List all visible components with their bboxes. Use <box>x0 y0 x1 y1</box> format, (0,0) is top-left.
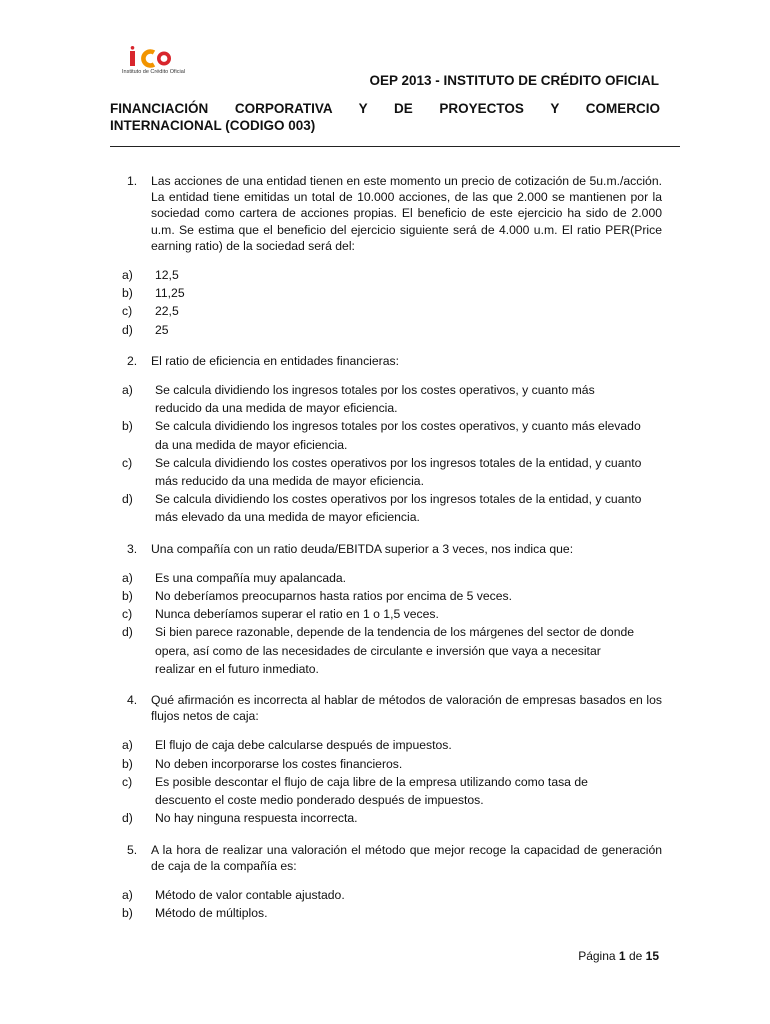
answer-option <box>110 886 662 904</box>
answer-option-text: No deben incorporarse los costes financieros. <box>155 756 403 771</box>
answer-option-text: Se calcula dividiendo los ingresos totales por los costes operativos, y cuanto más elevado da una medida de mayor eficiencia. <box>155 419 641 452</box>
question-number: 4. <box>127 693 138 708</box>
answer-option-letter: d) <box>122 322 133 337</box>
answer-option-letter: b) <box>122 589 133 604</box>
answer-option <box>110 773 662 809</box>
answer-option <box>110 623 662 678</box>
subject-line-1: FINANCIACIÓN CORPORATIVA Y DE PROYECTOS Y COMERCIO <box>110 101 660 116</box>
logo-letter-o <box>159 53 169 63</box>
answer-option-letter: a) <box>122 383 133 398</box>
logo-letter-c <box>143 52 154 66</box>
answer-option <box>110 454 662 490</box>
answer-option <box>110 284 662 302</box>
answer-option <box>110 302 662 320</box>
answer-option-text: Es posible descontar el flujo de caja libre de la empresa utilizando como tasa de descuento el coste medio ponderado después de impuestos. <box>155 774 588 808</box>
question-stem <box>110 353 662 369</box>
answer-option <box>110 417 662 453</box>
question-stem <box>110 842 662 874</box>
answer-option <box>110 605 662 623</box>
answer-option-letter: c) <box>122 607 133 622</box>
answer-option-letter: d) <box>122 811 133 826</box>
answer-option-text: Se calcula dividiendo los ingresos totales por los costes operativos, y cuanto más reducido da una medida de mayor eficiencia. <box>155 383 595 416</box>
answer-option-text: 11,25 <box>155 286 185 301</box>
logo-letter-i <box>130 51 135 66</box>
answer-option-letter: a) <box>122 570 133 585</box>
answer-options <box>110 266 662 339</box>
subject-title <box>110 100 660 134</box>
question-text: A la hora de realizar una valoración el método que mejor recoge la capacidad de generación de caja de la compañía es: <box>151 842 662 873</box>
answer-option-letter: b) <box>122 906 133 921</box>
answer-options <box>110 381 662 527</box>
answer-option <box>110 381 662 417</box>
answer-option-letter: b) <box>122 286 133 301</box>
footer-prefix: Página <box>578 949 616 963</box>
question-item <box>110 842 662 923</box>
answer-option-letter: c) <box>122 304 133 319</box>
answer-option <box>110 809 662 827</box>
logo-dot <box>131 46 135 50</box>
question-text: Una compañía con un ratio deuda/EBITDA superior a 3 veces, nos indica que: <box>151 541 574 556</box>
answer-option-text: 12,5 <box>155 268 179 283</box>
answer-option-text: Método de múltiplos. <box>155 906 268 921</box>
answer-options <box>110 736 662 827</box>
answer-options <box>110 569 662 678</box>
answer-option-letter: c) <box>122 455 133 470</box>
question-text: El ratio de eficiencia en entidades financieras: <box>151 353 399 368</box>
answer-option-letter: c) <box>122 774 133 789</box>
footer-current-page: 1 <box>618 949 626 963</box>
answer-option-text: Método de valor contable ajustado. <box>155 887 345 902</box>
question-item <box>110 541 662 678</box>
answer-option-letter: d) <box>122 625 133 640</box>
answer-option <box>110 321 662 339</box>
answer-option-letter: b) <box>122 756 133 771</box>
answer-option <box>110 266 662 284</box>
answer-option-text: 25 <box>155 322 169 337</box>
answer-option-text: No hay ninguna respuesta incorrecta. <box>155 811 358 826</box>
question-item <box>110 692 662 827</box>
answer-option-text: No deberíamos preocuparnos hasta ratios por encima de 5 veces. <box>155 589 513 604</box>
question-item <box>110 353 662 527</box>
answer-option <box>110 736 662 754</box>
answer-option-letter: a) <box>122 268 133 283</box>
answer-option-text: Nunca deberíamos superar el ratio en 1 o 1,5 veces. <box>155 607 439 622</box>
header-divider <box>110 146 680 147</box>
question-item <box>110 173 662 339</box>
answer-option-letter: d) <box>122 492 133 507</box>
answer-option <box>110 587 662 605</box>
footer-middle: de <box>628 949 643 963</box>
answer-option-text: El flujo de caja debe calcularse después de impuestos. <box>155 738 452 753</box>
question-text: Las acciones de una entidad tienen en este momento un precio de cotización de 5u.m./acción. La entidad tiene emitidas un total de 10.000 acciones, de las que 2.000 se mantienen por la sociedad como cartera de acciones propias. El beneficio de este ejercicio ha sido de 2.000 u.m. Se estima que el beneficio del ejercicio siguiente será de 4.000 u.m. El ratio PER(Price earning ratio) de la sociedad será del: <box>151 174 662 253</box>
answer-option-letter: a) <box>122 887 133 902</box>
page-footer <box>578 949 659 963</box>
logo-caption: Instituto de Crédito Oficial <box>122 69 185 75</box>
answer-option <box>110 490 662 526</box>
answer-option-text: Si bien parece razonable, depende de la tendencia de los márgenes del sector de donde opera, así como de las necesidades de circulante e inversión que vaya a necesitar realizar en el futuro inmediato. <box>155 625 635 676</box>
answer-option <box>110 569 662 587</box>
question-number: 2. <box>127 353 138 368</box>
footer-total-pages: 15 <box>645 949 659 963</box>
question-number: 5. <box>127 842 138 857</box>
question-list <box>110 173 662 936</box>
answer-option-text: Se calcula dividiendo los costes operativos por los ingresos totales de la entidad, y cuanto más reducido da una medida de mayor eficiencia. <box>155 455 642 489</box>
question-text: Qué afirmación es incorrecta al hablar de métodos de valoración de empresas basados en los flujos netos de caja: <box>151 693 662 724</box>
answer-option-text: Se calcula dividiendo los costes operativos por los ingresos totales de la entidad, y cuanto más elevado da una medida de mayor eficiencia. <box>155 492 642 525</box>
question-stem <box>110 173 662 254</box>
answer-option <box>110 904 662 922</box>
answer-option-letter: b) <box>122 419 133 434</box>
page-header-title: OEP 2013 - INSTITUTO DE CRÉDITO OFICIAL <box>369 73 659 88</box>
question-number: 3. <box>127 541 138 556</box>
answer-option-text: Es una compañía muy apalancada. <box>155 570 347 585</box>
answer-option-text: 22,5 <box>155 304 179 319</box>
answer-option <box>110 755 662 773</box>
question-stem <box>110 541 662 557</box>
answer-option-letter: a) <box>122 738 133 753</box>
subject-line-2: INTERNACIONAL (CODIGO 003) <box>110 118 316 133</box>
answer-options <box>110 886 662 922</box>
question-number: 1. <box>127 174 138 188</box>
question-stem <box>110 692 662 724</box>
